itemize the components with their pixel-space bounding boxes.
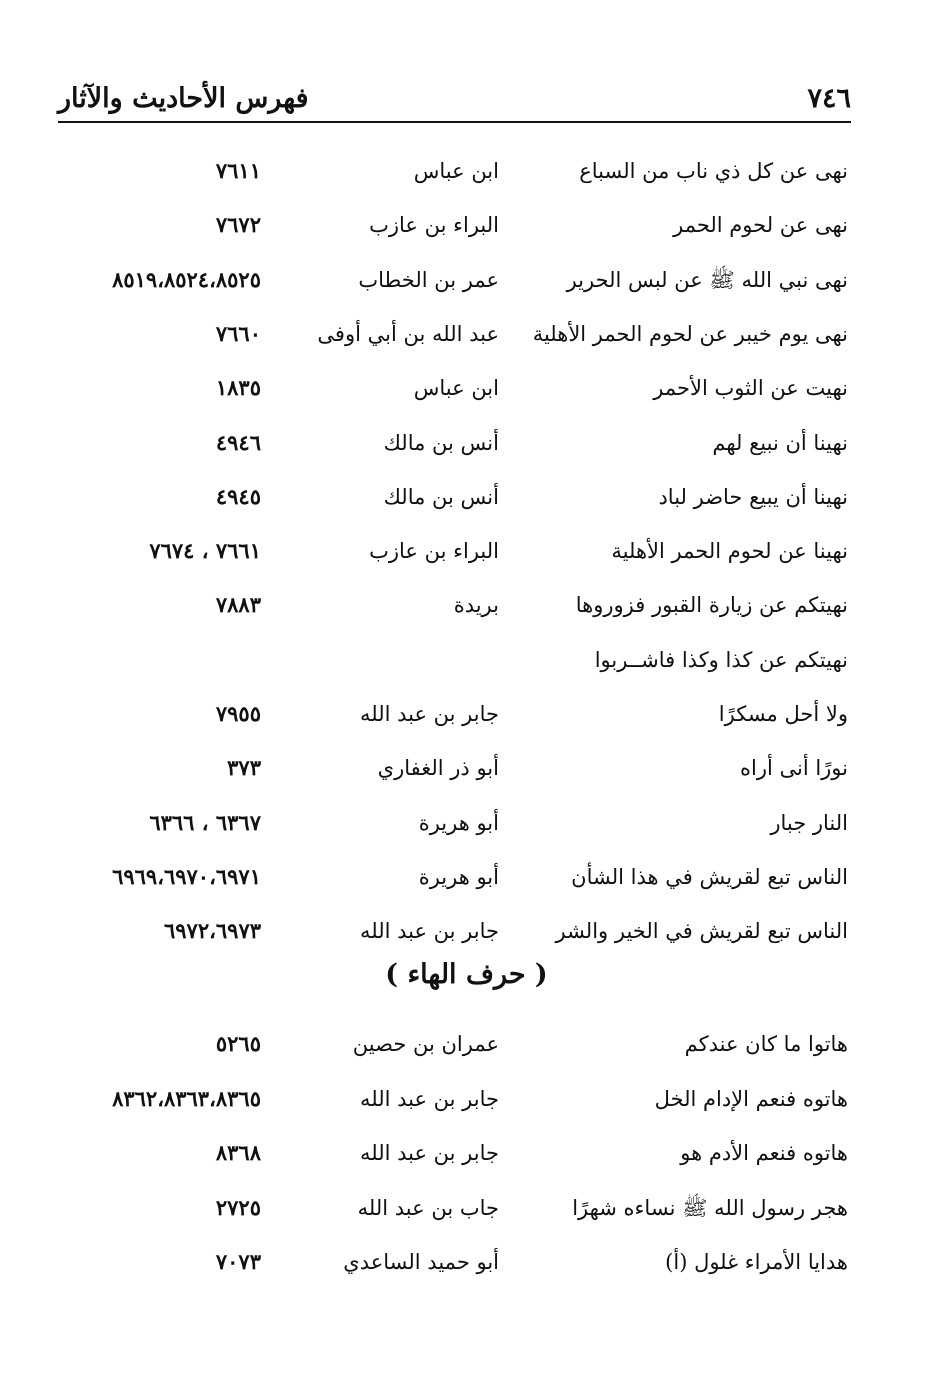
narrator-name: جابر بن عبد الله (359, 1141, 499, 1165)
index-entry (0, 640, 933, 680)
narrator-name: بريدة (453, 593, 499, 618)
reference-numbers: ٢٧٢٥ (215, 1194, 261, 1220)
hadith-text: نهينا عن لحوم الحمر الأهلية (611, 539, 848, 564)
page-title: فهرس الأحاديث والآثار (58, 83, 309, 114)
narrator-name: عمر بن الخطاب (358, 267, 499, 292)
reference-numbers: ٧٦٦٠ (215, 320, 261, 346)
hadith-text: نهيتكم عن زيارة القبور فزوروها (575, 593, 848, 618)
narrator-name: جابر بن عبد الله (359, 919, 499, 944)
reference-numbers: ٨٣٦٢،٨٣٦٣،٨٣٦٥ (112, 1085, 261, 1111)
hadith-text: ولا أحل مسكرًا (718, 702, 848, 726)
reference-numbers: ٧٠٧٣ (215, 1249, 261, 1274)
page-number: ٧٤٦ (807, 83, 851, 114)
reference-numbers: ٦٣٦٧ ، ٦٣٦٦ (149, 809, 261, 835)
index-entry (0, 1133, 933, 1173)
hadith-text: نهى نبي الله ﷺ عن لبس الحرير (566, 267, 848, 292)
index-entry (0, 1079, 933, 1119)
hadith-text: هاتوه فنعم الإدام الخل (654, 1086, 848, 1111)
reference-numbers: ١٨٣٥ (215, 375, 261, 401)
hadith-text: نهى عن كل ذي ناب من السباع (579, 159, 848, 183)
reference-numbers: ٦٩٦٩،٦٩٧٠،٦٩٧١ (112, 863, 261, 889)
reference-numbers: ٥٢٦٥ (215, 1031, 261, 1056)
hadith-text: نورًا أنى أراه (739, 756, 848, 781)
hadith-text: نهيت عن الثوب الأحمر (653, 376, 848, 401)
hadith-text: هاتوه فنعم الأدم هو (680, 1141, 848, 1165)
index-entry (0, 260, 933, 300)
narrator-name: ابن عباس (413, 376, 499, 401)
hadith-text: هجر رسول الله ﷺ نساءه شهرًا (572, 1195, 848, 1220)
index-entry (0, 477, 933, 517)
narrator-name: أبو هريرة (418, 864, 499, 889)
index-entry (0, 857, 933, 897)
index-entry (0, 694, 933, 734)
reference-numbers: ٨٥١٩،٨٥٢٤،٨٥٢٥ (112, 266, 261, 292)
reference-numbers: ٧٦٦١ ، ٧٦٧٤ (149, 538, 261, 564)
hadith-text: نهينا أن نبيع لهم (712, 430, 848, 455)
index-entry (0, 151, 933, 191)
section-heading: ( حرف الهاء ) (385, 959, 548, 990)
reference-numbers: ٨٣٦٨ (215, 1140, 261, 1165)
narrator-name: أنس بن مالك (383, 484, 499, 509)
narrator-name: عمران بن حصين (352, 1032, 499, 1056)
index-entry (0, 368, 933, 408)
index-entry (0, 1024, 933, 1064)
narrator-name: ابن عباس (413, 159, 499, 183)
index-entry (0, 1242, 933, 1282)
page-header (58, 70, 851, 114)
narrator-name: جابر بن عبد الله (359, 1086, 499, 1111)
index-entry (0, 911, 933, 951)
narrator-name: جاب بن عبد الله (357, 1195, 499, 1220)
narrator-name: عبد الله بن أبي أوفى (317, 321, 499, 346)
hadith-text: النار جبار (770, 810, 848, 835)
reference-numbers: ٧٩٥٥ (215, 701, 261, 726)
reference-numbers (1, 640, 261, 680)
narrator-name: البراء بن عازب (369, 213, 499, 238)
narrator-name: أنس بن مالك (383, 430, 499, 455)
reference-numbers: ٦٩٧٢،٦٩٧٣ (163, 918, 261, 944)
reference-numbers: ٧٦١١ (215, 158, 261, 183)
hadith-text: الناس تبع لقريش في الخير والشر (555, 919, 848, 944)
index-entry (0, 531, 933, 571)
hadith-text: نهيتكم عن كذا وكذا فاشــربوا (594, 647, 848, 672)
hadith-text: هدايا الأمراء غلول (أ) (665, 1250, 848, 1274)
narrator-name: أبو ذر الغفاري (377, 756, 499, 781)
index-entry (0, 423, 933, 463)
narrator-name: أبو حميد الساعدي (343, 1250, 499, 1274)
index-entry (0, 803, 933, 843)
index-entry (0, 585, 933, 625)
reference-numbers: ٣٧٣ (227, 755, 261, 781)
narrator-name: البراء بن عازب (369, 539, 499, 564)
reference-numbers: ٤٩٤٦ (215, 429, 261, 455)
index-entry (0, 205, 933, 245)
hadith-text: هاتوا ما كان عندكم (684, 1032, 848, 1056)
hadith-text: نهى يوم خيبر عن لحوم الحمر الأهلية (532, 321, 848, 346)
index-entry (0, 1188, 933, 1228)
header-rule (58, 121, 851, 123)
reference-numbers: ٤٩٤٥ (215, 483, 261, 509)
hadith-text: الناس تبع لقريش في هذا الشأن (571, 864, 848, 889)
narrator-name: أبو هريرة (418, 810, 499, 835)
index-entry (0, 748, 933, 788)
reference-numbers: ٧٦٧٢ (215, 212, 261, 238)
hadith-text: نهينا أن يبيع حاضر لباد (658, 484, 848, 509)
narrator-name (294, 640, 499, 680)
reference-numbers: ٧٨٨٣ (215, 592, 261, 618)
narrator-name: جابر بن عبد الله (359, 702, 499, 726)
hadith-text: نهى عن لحوم الحمر (673, 213, 848, 238)
index-entry (0, 314, 933, 354)
